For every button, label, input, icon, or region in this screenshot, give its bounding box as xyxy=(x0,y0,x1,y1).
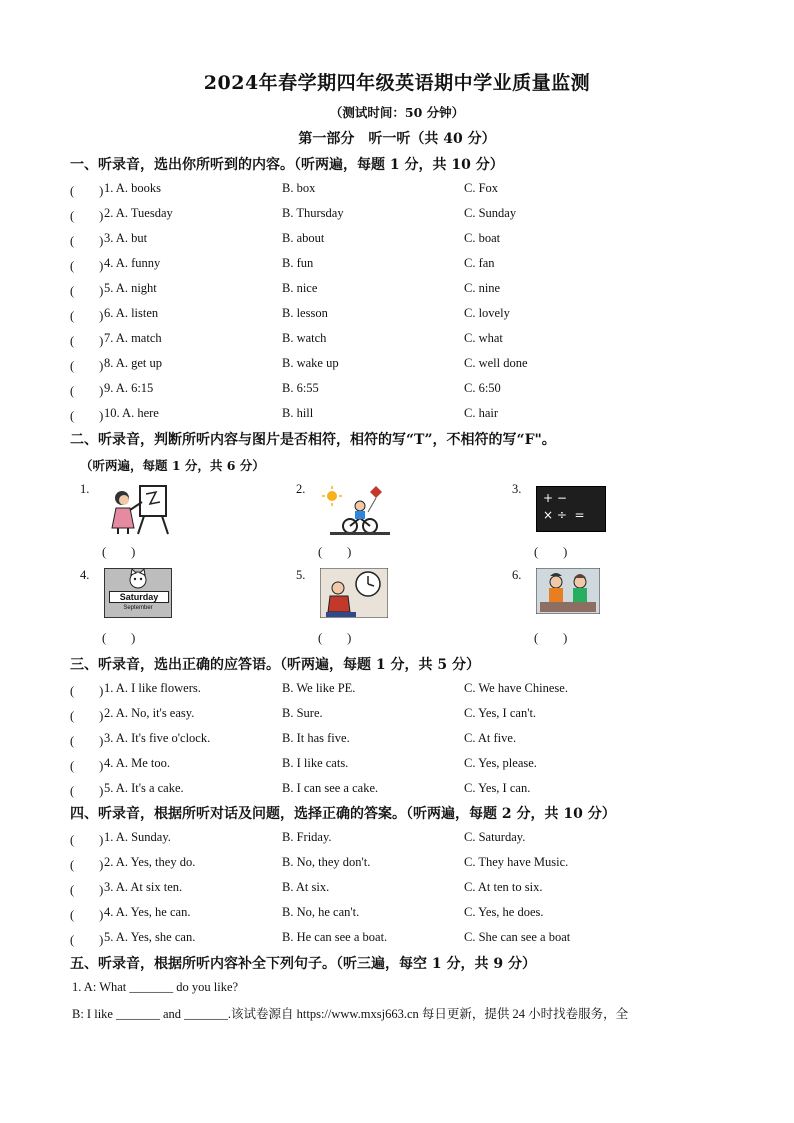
option-a: 6. A. listen xyxy=(104,306,159,320)
question-row xyxy=(70,930,730,950)
blackboard-symbols-top: + − xyxy=(543,491,567,505)
option-a: 5. A. night xyxy=(104,281,157,295)
answer-paren[interactable]: ( ) xyxy=(70,184,104,198)
answer-blank[interactable]: ( ) xyxy=(102,631,136,645)
section-3-heading: 三、听录音，选出正确的应答语。（听两遍，每题 1 分，共 5 分） xyxy=(70,657,480,673)
picture-number: 4. xyxy=(80,568,90,582)
option-b: B. He can see a boat. xyxy=(282,930,388,944)
answer-paren[interactable]: ( ) xyxy=(70,309,104,323)
question-row xyxy=(70,231,730,251)
option-c: C. They have Music. xyxy=(464,855,569,869)
answer-paren[interactable]: ( ) xyxy=(70,684,104,698)
answer-paren[interactable]: ( ) xyxy=(70,234,104,248)
option-b: B. Sure. xyxy=(282,706,323,720)
picture-item-3 xyxy=(512,482,622,564)
option-b: B. No, he can't. xyxy=(282,905,360,919)
answer-paren[interactable]: ( ) xyxy=(70,384,104,398)
option-c: C. Saturday. xyxy=(464,830,526,844)
option-a: 2. A. Yes, they do. xyxy=(104,855,196,869)
option-a: 3. A. It's five o'clock. xyxy=(104,731,211,745)
answer-paren[interactable]: ( ) xyxy=(70,409,104,423)
calendar-icon xyxy=(104,568,172,618)
answer-blank[interactable]: ( ) xyxy=(534,545,568,559)
option-a: 4. A. Yes, he can. xyxy=(104,905,191,919)
question-row xyxy=(70,181,730,201)
answer-paren[interactable]: ( ) xyxy=(70,734,104,748)
question-row xyxy=(70,256,730,276)
picture-item-1 xyxy=(80,482,190,564)
option-c: C. boat xyxy=(464,231,501,245)
answer-paren[interactable]: ( ) xyxy=(70,334,104,348)
option-b: B. 6:55 xyxy=(282,381,319,395)
picture-item-2 xyxy=(296,482,406,564)
option-c: C. fan xyxy=(464,256,495,270)
calendar-day: Saturday xyxy=(109,591,169,603)
option-b: B. lesson xyxy=(282,306,328,320)
answer-paren[interactable]: ( ) xyxy=(70,759,104,773)
question-row xyxy=(70,781,730,801)
option-a: 1. A. Sunday. xyxy=(104,830,171,844)
answer-blank[interactable]: ( ) xyxy=(318,631,352,645)
exam-title: 2024年春学期四年级英语期中学业质量监测 xyxy=(203,72,591,94)
answer-paren[interactable]: ( ) xyxy=(70,709,104,723)
blackboard-symbols-bottom: × ÷ = xyxy=(543,508,585,522)
picture-number: 6. xyxy=(512,568,522,582)
question-row xyxy=(70,855,730,875)
calendar-month: September xyxy=(123,605,153,611)
option-c: C. 6:50 xyxy=(464,381,501,395)
question-row xyxy=(70,905,730,925)
option-c: C. We have Chinese. xyxy=(464,681,568,695)
answer-paren[interactable]: ( ) xyxy=(70,858,104,872)
man-clock-icon xyxy=(320,568,388,618)
option-b: B. Thursday xyxy=(282,206,344,220)
option-b: B. about xyxy=(282,231,325,245)
option-a: 3. A. At six ten. xyxy=(104,880,183,894)
question-row xyxy=(70,331,730,351)
option-b: B. It has five. xyxy=(282,731,350,745)
option-a: 2. A. No, it's easy. xyxy=(104,706,195,720)
answer-blank[interactable]: ( ) xyxy=(534,631,568,645)
option-c: C. what xyxy=(464,331,503,345)
option-b: B. Friday. xyxy=(282,830,332,844)
option-a: 1. A. books xyxy=(104,181,161,195)
option-c: C. Yes, I can. xyxy=(464,781,531,795)
answer-paren[interactable]: ( ) xyxy=(70,833,104,847)
option-a: 2. A. Tuesday xyxy=(104,206,173,220)
question-row xyxy=(70,356,730,376)
option-b: B. No, they don't. xyxy=(282,855,371,869)
option-c: C. Yes, please. xyxy=(464,756,537,770)
two-children-icon xyxy=(536,568,600,614)
option-a: 5. A. Yes, she can. xyxy=(104,930,196,944)
picture-number: 3. xyxy=(512,482,522,496)
girl-painting-icon xyxy=(104,482,174,536)
option-a: 9. A. 6:15 xyxy=(104,381,154,395)
answer-paren[interactable]: ( ) xyxy=(70,933,104,947)
option-a: 10. A. here xyxy=(104,406,159,420)
option-c: C. At five. xyxy=(464,731,517,745)
option-c: C. Yes, he does. xyxy=(464,905,544,919)
section-5-heading: 五、听录音，根据所听内容补全下列句子。（听三遍，每空 1 分，共 9 分） xyxy=(70,956,536,972)
answer-paren[interactable]: ( ) xyxy=(70,284,104,298)
picture-number: 5. xyxy=(296,568,306,582)
option-a: 4. A. Me too. xyxy=(104,756,170,770)
option-c: C. Sunday xyxy=(464,206,517,220)
picture-item-5 xyxy=(296,568,406,650)
question-row xyxy=(70,381,730,401)
option-b: B. box xyxy=(282,181,316,195)
section-1-heading: 一、听录音，选出你所听到的内容。（听两遍，每题 1 分，共 10 分） xyxy=(70,157,504,173)
answer-paren[interactable]: ( ) xyxy=(70,784,104,798)
option-a: 5. A. It's a cake. xyxy=(104,781,184,795)
option-b: B. wake up xyxy=(282,356,339,370)
fill-blank-line-2[interactable]: B: I like _______ and _______.该试卷源自 https://www.mxsj663.cn 每日更新，提供 24 小时找卷服务，全 xyxy=(72,1007,629,1021)
answer-paren[interactable]: ( ) xyxy=(70,883,104,897)
option-b: B. At six. xyxy=(282,880,330,894)
answer-blank[interactable]: ( ) xyxy=(318,545,352,559)
option-b: B. I can see a cake. xyxy=(282,781,379,795)
option-b: B. watch xyxy=(282,331,327,345)
question-row xyxy=(70,681,730,701)
option-a: 4. A. funny xyxy=(104,256,161,270)
answer-paren[interactable]: ( ) xyxy=(70,908,104,922)
picture-item-6 xyxy=(512,568,622,650)
question-row xyxy=(70,880,730,900)
picture-number: 1. xyxy=(80,482,90,496)
answer-paren[interactable]: ( ) xyxy=(70,359,104,373)
question-row xyxy=(70,706,730,726)
section-2-heading: 二、听录音，判断所听内容与图片是否相符，相符的写“T”，不相符的写“F"。 xyxy=(70,432,556,448)
answer-paren[interactable]: ( ) xyxy=(70,259,104,273)
cat-icon xyxy=(105,569,171,591)
option-a: 7. A. match xyxy=(104,331,162,345)
option-c: C. hair xyxy=(464,406,499,420)
exam-duration: （测试时间：50 分钟） xyxy=(329,105,465,120)
bike-riding-icon xyxy=(320,482,396,536)
math-blackboard-icon xyxy=(536,486,606,532)
option-b: B. I like cats. xyxy=(282,756,349,770)
option-c: C. lovely xyxy=(464,306,510,320)
section-4-heading: 四、听录音，根据所听对话及问题，选择正确的答案。（听两遍，每题 2 分，共 10 分） xyxy=(70,806,616,822)
option-b: B. We like PE. xyxy=(282,681,356,695)
option-c: C. nine xyxy=(464,281,501,295)
part-one-heading: 第一部分 听一听（共 40 分） xyxy=(298,131,496,147)
option-c: C. well done xyxy=(464,356,528,370)
option-b: B. fun xyxy=(282,256,314,270)
option-a: 3. A. but xyxy=(104,231,148,245)
picture-item-4 xyxy=(80,568,190,650)
question-row xyxy=(70,306,730,326)
answer-blank[interactable]: ( ) xyxy=(102,545,136,559)
question-row xyxy=(70,731,730,751)
question-row xyxy=(70,281,730,301)
option-a: 1. A. I like flowers. xyxy=(104,681,201,695)
section-2-subheading: （听两遍，每题 1 分，共 6 分） xyxy=(80,458,265,473)
question-row xyxy=(70,206,730,226)
question-row xyxy=(70,756,730,776)
option-b: B. nice xyxy=(282,281,318,295)
option-c: C. At ten to six. xyxy=(464,880,543,894)
option-c: C. Yes, I can't. xyxy=(464,706,537,720)
option-b: B. hill xyxy=(282,406,314,420)
fill-blank-line-1[interactable]: 1. A: What _______ do you like? xyxy=(72,980,239,994)
option-c: C. She can see a boat xyxy=(464,930,571,944)
question-row xyxy=(70,406,730,426)
question-row xyxy=(70,830,730,850)
option-c: C. Fox xyxy=(464,181,499,195)
answer-paren[interactable]: ( ) xyxy=(70,209,104,223)
picture-number: 2. xyxy=(296,482,306,496)
option-a: 8. A. get up xyxy=(104,356,162,370)
